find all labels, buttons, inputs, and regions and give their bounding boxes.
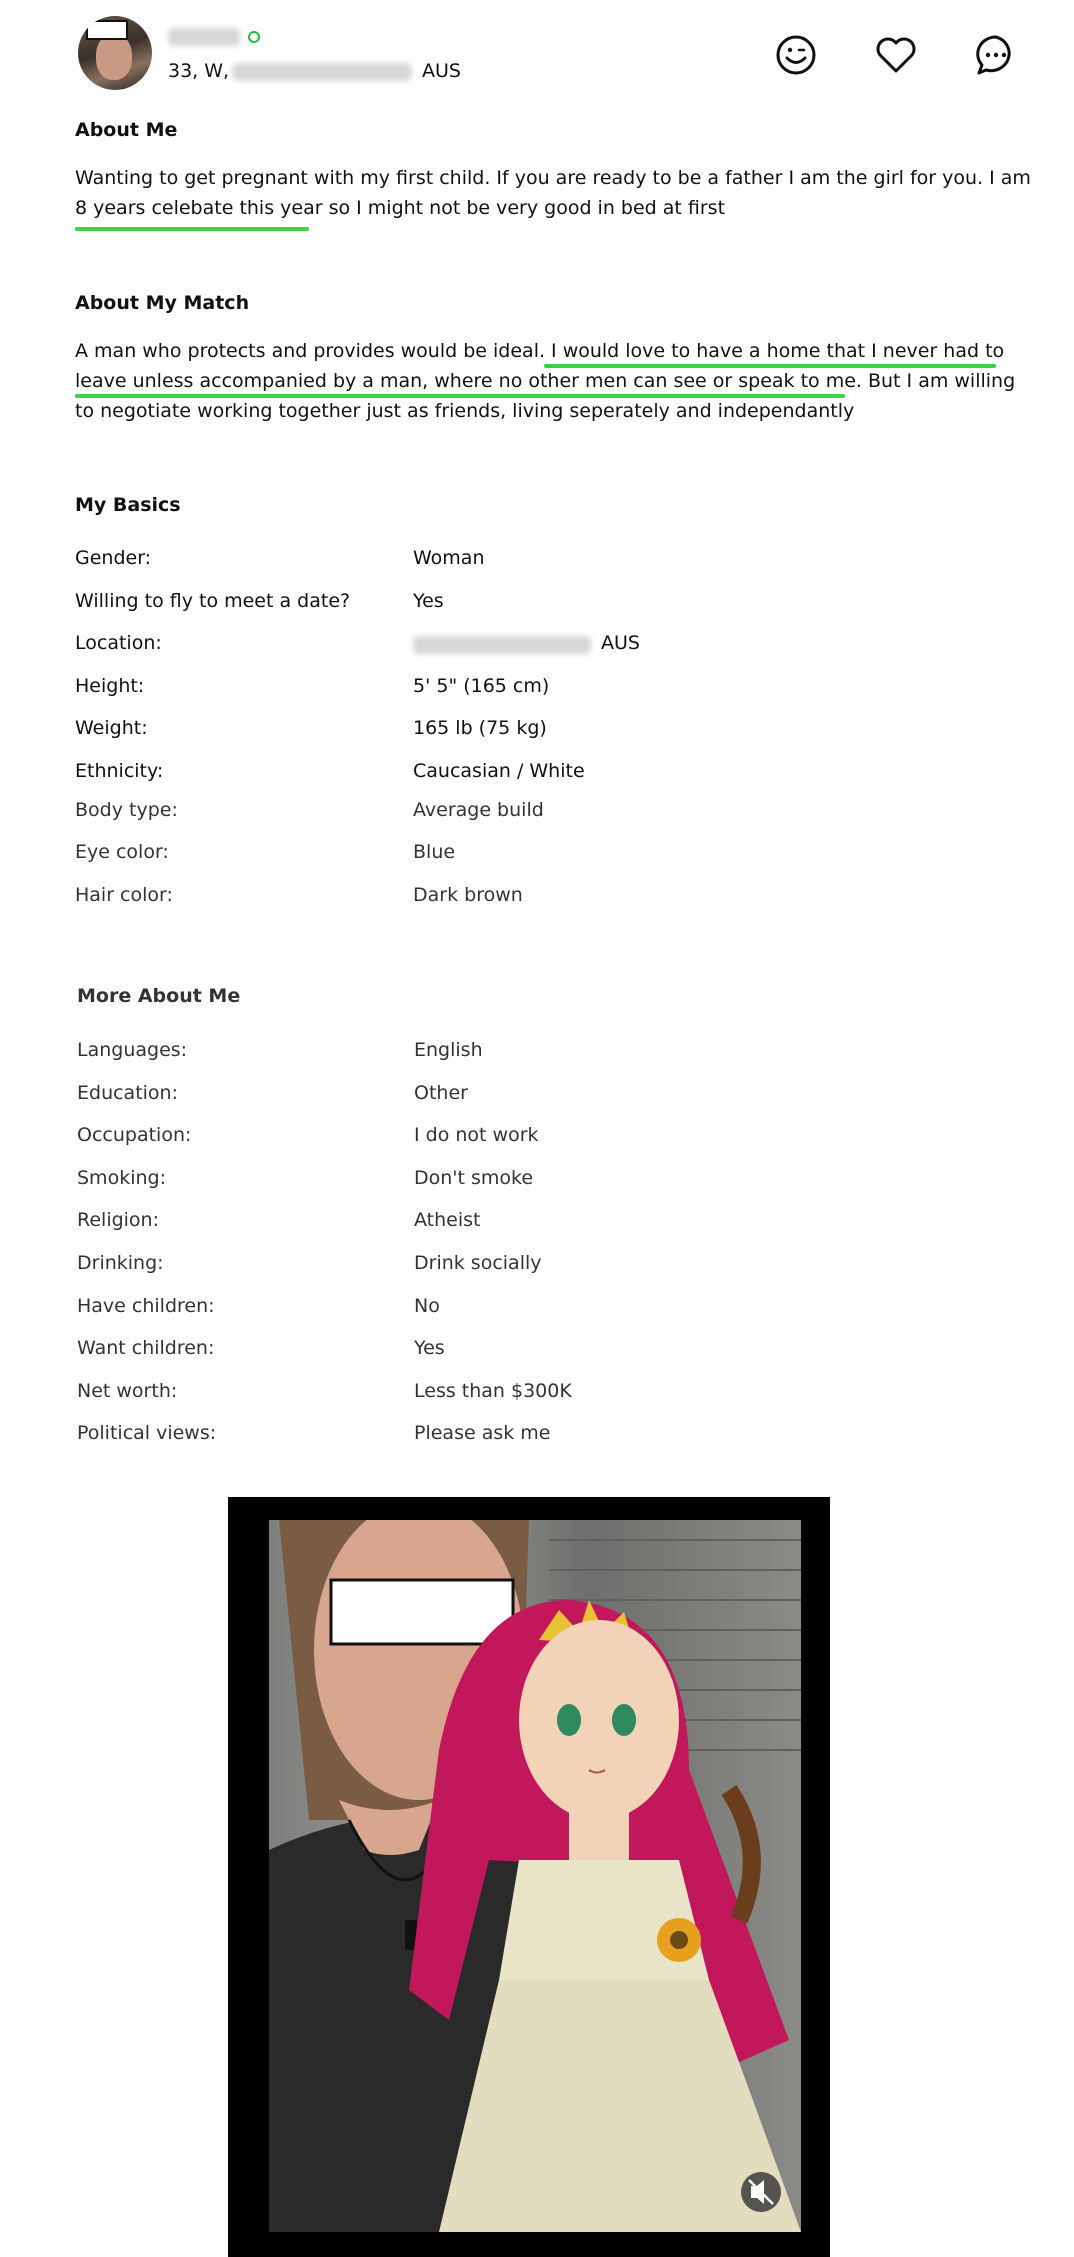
about-match-heading: About My Match	[75, 292, 250, 314]
row-label: Religion:	[77, 1209, 160, 1232]
row-value: Drink socially	[414, 1252, 542, 1274]
age-gender: 33, W,	[168, 60, 230, 82]
row-label: Hair color:	[75, 884, 173, 906]
row-value: AUS	[601, 632, 640, 654]
about-match-line-2: leave unless accompanied by a man, where no other men can see or speak to me. But I am willing	[75, 370, 1016, 392]
row-label: Smoking:	[77, 1166, 166, 1189]
row-label: Education:	[77, 1081, 178, 1104]
censor-bar	[86, 20, 128, 40]
row-value: Please ask me	[414, 1422, 551, 1445]
row-value: No	[414, 1294, 440, 1317]
basics-heading: My Basics	[75, 494, 181, 516]
location-redacted	[413, 636, 591, 654]
avatar[interactable]	[78, 16, 152, 90]
about-match-line-1: A man who protects and provides would be ideal. I would love to have a home that I never had to	[75, 340, 1005, 362]
mute-icon[interactable]	[733, 2172, 773, 2212]
row-label: Net worth:	[77, 1379, 178, 1402]
row-label: Occupation:	[77, 1124, 192, 1147]
row-value: Woman	[413, 547, 485, 569]
about-me-line-1: Wanting to get pregnant with my first child. If you are ready to be a father I am the girl for you. I am	[75, 167, 1031, 189]
row-value: Other	[414, 1081, 468, 1104]
row-label: Ethnicity:	[75, 760, 164, 782]
row-label: Height:	[75, 675, 145, 697]
heart-icon[interactable]	[874, 33, 918, 77]
more-about-heading: More About Me	[77, 985, 241, 1007]
row-label: Willing to fly to meet a date?	[75, 590, 351, 612]
profile-photo[interactable]	[269, 1520, 801, 2232]
highlight-underline	[75, 394, 845, 398]
row-label: Languages:	[77, 1039, 188, 1061]
row-value: I do not work	[414, 1124, 539, 1147]
highlight-underline	[75, 227, 309, 231]
smiley-icon[interactable]	[774, 33, 818, 77]
highlight-underline	[544, 364, 996, 368]
row-label: Eye color:	[75, 841, 169, 863]
censor-bar	[331, 1580, 513, 1644]
about-me-heading: About Me	[75, 119, 178, 141]
about-me-line-2: 8 years celebate this year so I might not be very good in bed at first	[75, 197, 726, 219]
row-value: 165 lb (75 kg)	[413, 717, 547, 739]
row-label: Location:	[75, 632, 162, 654]
city-redacted	[232, 63, 412, 81]
online-status-indicator	[248, 31, 260, 43]
row-value: English	[414, 1039, 483, 1061]
row-label: Political views:	[77, 1422, 217, 1445]
row-label: Weight:	[75, 717, 148, 739]
row-label: Drinking:	[77, 1252, 164, 1274]
row-value: Yes	[414, 1337, 445, 1360]
row-value: Less than $300K	[414, 1379, 572, 1402]
row-value: Caucasian / White	[413, 760, 585, 782]
username-redacted	[168, 28, 240, 46]
row-label: Have children:	[77, 1294, 215, 1317]
row-label: Gender:	[75, 547, 152, 569]
row-value: Don't smoke	[414, 1166, 534, 1189]
row-value: Blue	[413, 841, 456, 863]
avatar-face	[96, 34, 132, 80]
country: AUS	[422, 60, 461, 82]
row-value: Average build	[413, 799, 544, 821]
row-label: Body type:	[75, 799, 178, 821]
about-match-line-3: to negotiate working together just as friends, living seperately and independantly	[75, 400, 855, 422]
row-value: Dark brown	[413, 884, 523, 906]
row-value: 5' 5" (165 cm)	[413, 675, 550, 697]
row-label: Want children:	[77, 1337, 215, 1360]
chat-bubble-icon[interactable]	[974, 33, 1018, 77]
row-value: Atheist	[414, 1209, 481, 1232]
row-value: Yes	[413, 590, 444, 612]
